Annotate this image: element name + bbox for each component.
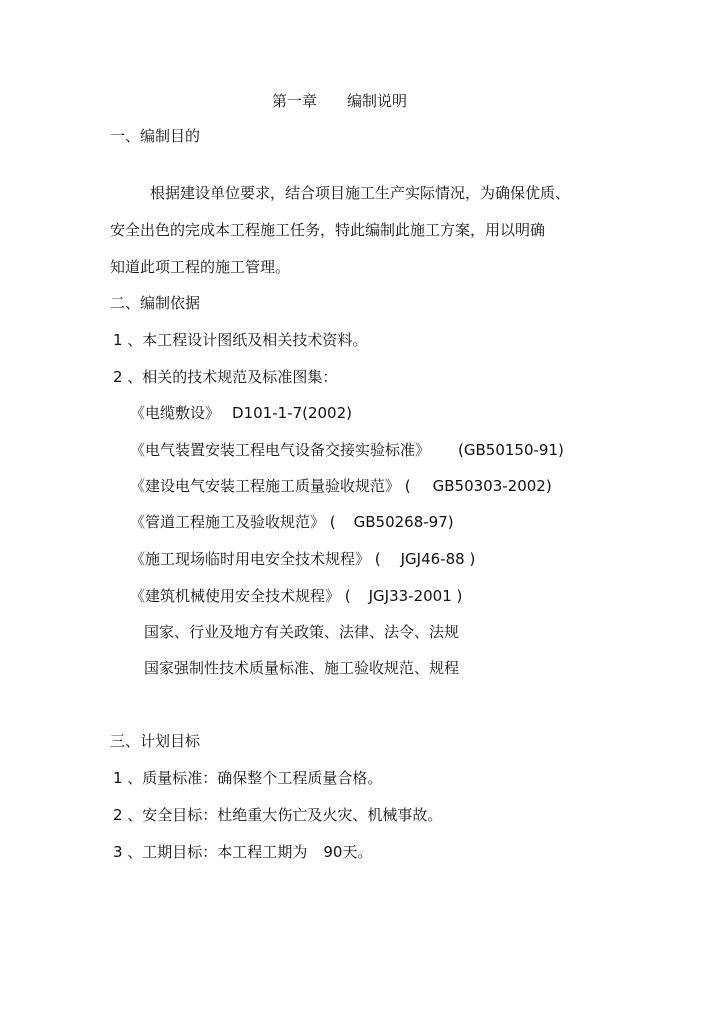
reference-name: 《建筑机械使用安全技术规程》 (: [130, 587, 351, 605]
reference-name: 《电气装置安装工程电气设备交接实验标准》: [130, 441, 431, 459]
reference-item: [130, 403, 352, 423]
reference-code: D101-1-7(2002): [232, 404, 352, 422]
paragraph-line: 安全出色的完成本工程施工任务，特此编制此施工方案，用以明确: [110, 221, 546, 239]
list-item: 2 、相关的技术规范及标准图集：: [113, 368, 338, 386]
reference-item: [130, 512, 454, 532]
reference-name: 《施工现场临时用电安全技术规程》 (: [130, 550, 381, 568]
list-item: 1 、本工程设计图纸及相关技术资料。: [113, 331, 368, 349]
reference-item: [130, 586, 462, 606]
list-item: 1 、质量标准：确保整个工程质量合格。: [113, 769, 383, 787]
schedule-suffix: 天。: [342, 843, 373, 861]
schedule-prefix: 3 、工期目标：本工程工期为: [113, 843, 308, 861]
reference-name: 《电缆敷设》: [130, 404, 221, 422]
reference-code: GB50268-97): [353, 513, 454, 531]
chapter-name: 编制说明: [347, 92, 408, 110]
reference-code: (GB50150-91): [458, 441, 564, 459]
paragraph-line: 根据建设单位要求，结合项目施工生产实际情况，为确保优质、: [150, 184, 571, 202]
reference-item: [130, 476, 552, 496]
reference-name: 《管道工程施工及验收规范》 (: [130, 513, 336, 531]
chapter-title: [272, 91, 407, 111]
section-heading-basis: 二、编制依据: [110, 294, 201, 312]
section-heading-targets: 三、计划目标: [110, 732, 201, 750]
reference-code: JGJ46-88 ): [400, 550, 476, 568]
chapter-number: 第一章: [272, 92, 318, 110]
section-heading-purpose: 一、编制目的: [110, 127, 201, 145]
list-item: [113, 842, 372, 862]
reference-name: 《建设电气安装工程施工质量验收规范》 (: [130, 477, 411, 495]
paragraph-line: 知道此项工程的施工管理。: [110, 258, 291, 276]
reference-code: GB50303-2002): [432, 477, 552, 495]
basis-extra-line: 国家、行业及地方有关政策、法律、法令、法规: [144, 623, 460, 641]
reference-code: JGJ33-2001 ): [368, 587, 463, 605]
reference-item: [130, 440, 564, 460]
list-item: 2 、安全目标：杜绝重大伤亡及火灾、机械事故。: [113, 806, 443, 824]
schedule-days: 90: [323, 843, 343, 861]
basis-extra-line: 国家强制性技术质量标准、施工验收规范、规程: [144, 659, 460, 677]
reference-item: [130, 549, 475, 569]
